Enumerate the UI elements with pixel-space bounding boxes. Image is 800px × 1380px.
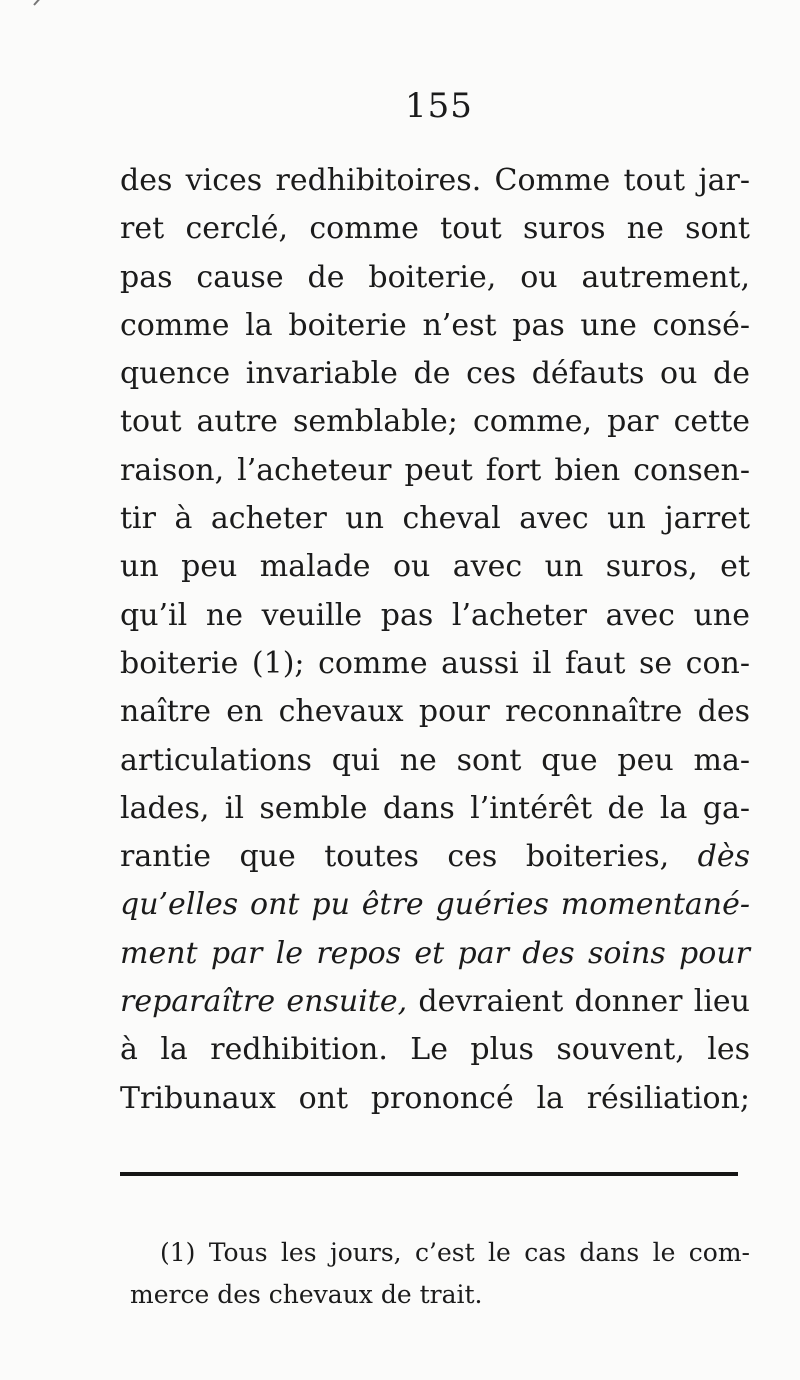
footnote	[120, 1232, 750, 1316]
body-line-16: qu’elles ont pu être guéries momentané-	[120, 887, 750, 923]
body-line-7: raison, l’acheteur peut fort bien consen-	[120, 452, 750, 488]
body-line-12: naître en chevaux pour reconnaître des	[120, 694, 750, 730]
footnote-divider	[120, 1172, 738, 1176]
body-line-17: ment par le repos et par des soins pour	[120, 935, 750, 971]
body-line-6: tout autre semblable; comme, par cette	[120, 404, 750, 440]
footnote-line-2: merce des chevaux de trait.	[130, 1280, 483, 1309]
body-line-18-normal: devraient donner lieu	[418, 984, 750, 1020]
corner-pencil-mark	[33, 0, 49, 6]
body-line-3: pas cause de boiterie, ou autrement,	[120, 259, 750, 295]
body-line-15-normal: rantie que toutes ces boiteries,	[120, 839, 670, 875]
body-line-15	[120, 833, 750, 881]
body-line-5: quence invariable de ces défauts ou de	[120, 356, 750, 392]
body-line-15-italic: dès	[697, 839, 750, 875]
body-line-8: tir à acheter un cheval avec un jarret	[120, 501, 750, 537]
body-line-14: lades, il semble dans l’intérêt de la ga-	[120, 790, 750, 826]
body-line-9: un peu malade ou avec un suros, et	[120, 549, 750, 585]
body-line-19: à la redhibition. Le plus souvent, les	[120, 1032, 750, 1068]
body-line-10: qu’il ne veuille pas l’acheter avec une	[120, 597, 750, 633]
body-line-2: ret cerclé, comme tout suros ne sont	[120, 211, 750, 247]
body-line-20: Tribunaux ont prononcé la résiliation;	[120, 1080, 750, 1116]
page-number: 155	[405, 86, 473, 126]
body-line-13: articulations qui ne sont que peu ma-	[120, 742, 750, 778]
body-line-11: boiterie (1); comme aussi il faut se con-	[120, 645, 750, 681]
footnote-line-1: (1) Tous les jours, c’est le cas dans le com-	[160, 1238, 750, 1267]
body-line-18	[120, 978, 750, 1026]
body-text	[120, 157, 750, 1123]
body-line-4: comme la boiterie n’est pas une consé-	[120, 307, 750, 343]
body-line-1: des vices redhibitoires. Comme tout jar-	[120, 163, 750, 198]
body-line-18-italic: reparaître ensuite,	[120, 984, 408, 1020]
